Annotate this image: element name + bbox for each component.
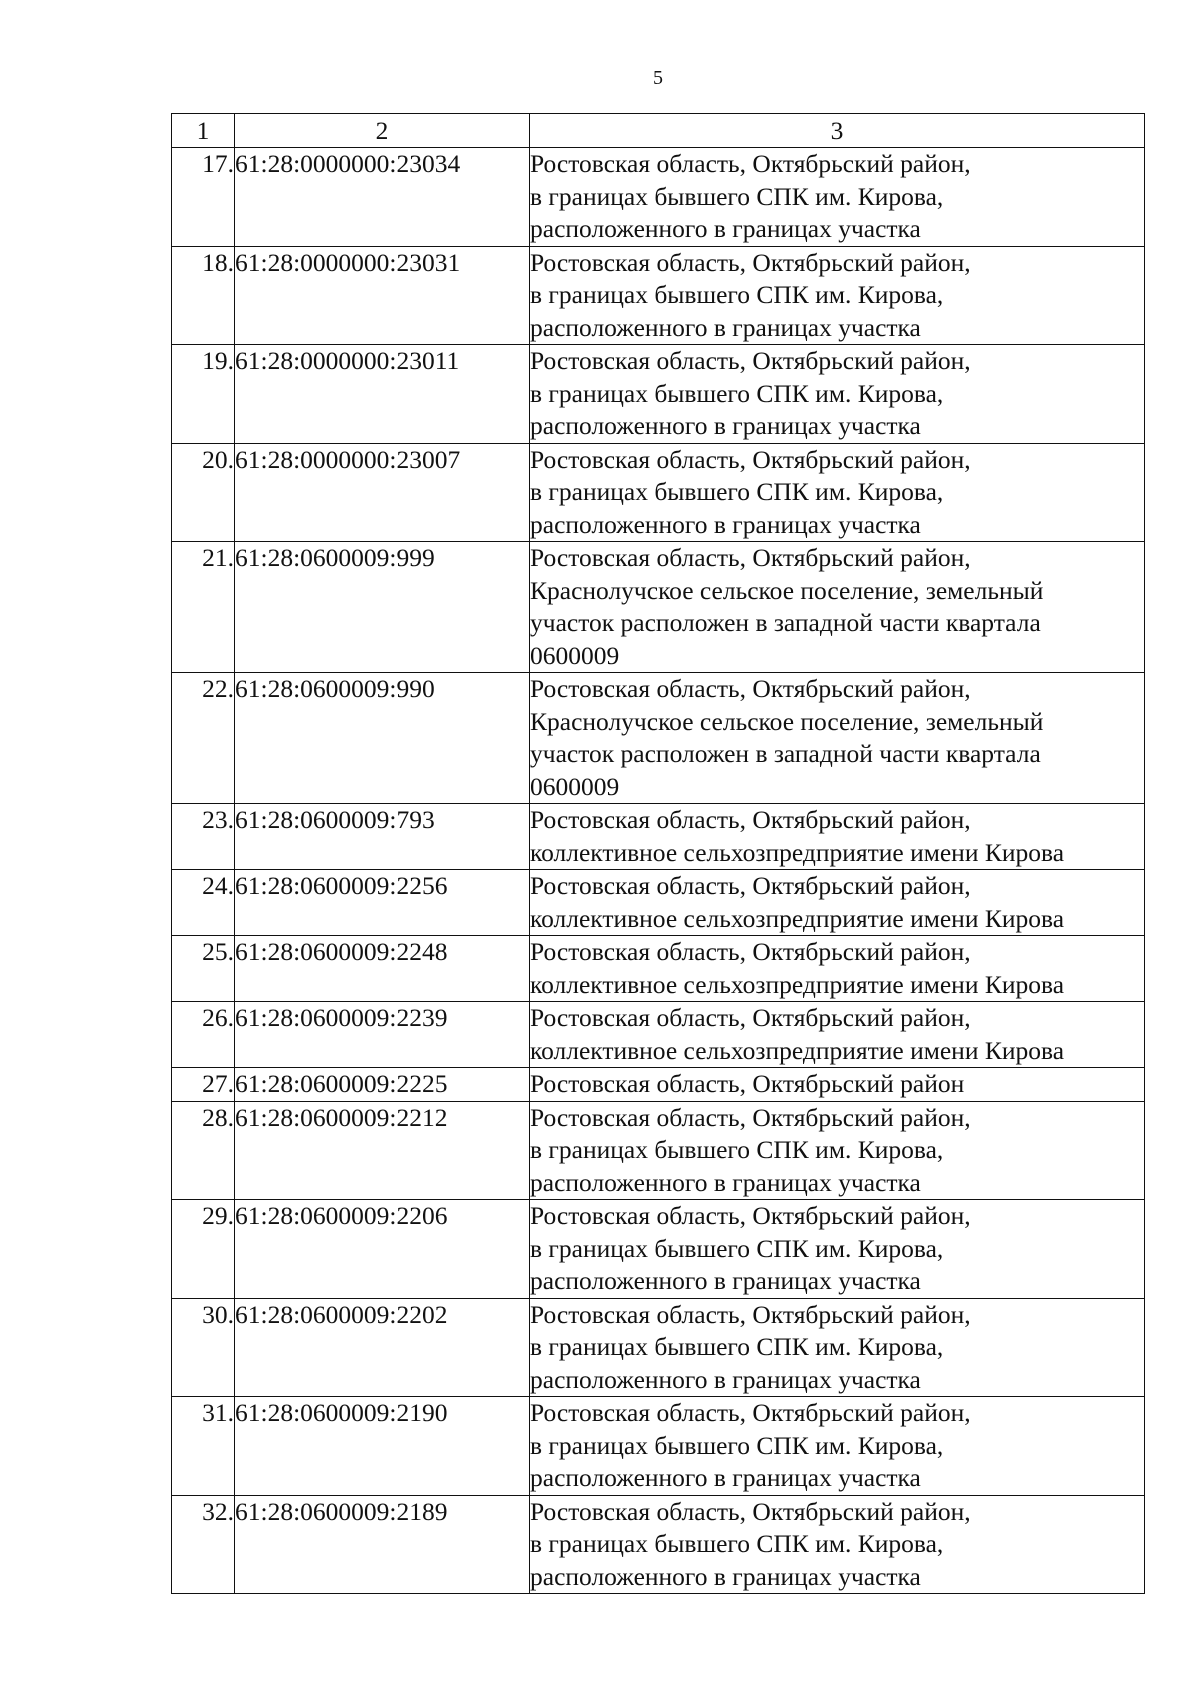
address-cell: [530, 148, 1145, 247]
table-row: [172, 1397, 1145, 1496]
address-line: 0600009: [530, 771, 620, 801]
cadastral-number: 61:28:0600009:2248: [235, 936, 530, 1002]
address-line: расположенного в границах участка: [530, 1266, 921, 1295]
cadastral-number: 61:28:0000000:23034: [235, 148, 530, 247]
address-line: расположенного в границах участка: [530, 1561, 921, 1591]
row-number: 17.: [172, 148, 235, 247]
row-number: 20.: [172, 443, 235, 542]
cadastral-number: 61:28:0000000:23031: [235, 246, 530, 345]
table-row: [172, 1200, 1145, 1299]
row-number: 23.: [172, 804, 235, 870]
address-line: участок расположен в западной части квартала: [530, 739, 1041, 768]
address-cell: [530, 443, 1145, 542]
table-row: [172, 148, 1145, 247]
header-col-3: 3: [530, 114, 1145, 148]
address-line: 0600009: [530, 640, 620, 670]
address-line: Ростовская область, Октябрьский район,: [530, 871, 971, 900]
row-number: 28.: [172, 1101, 235, 1200]
address-cell: [530, 870, 1145, 936]
address-line: коллективное сельхозпредприятие имени Кирова: [530, 1035, 1065, 1065]
address-line: расположенного в границах участка: [530, 214, 921, 243]
address-line: Ростовская область, Октябрьский район,: [530, 805, 971, 834]
row-number: 29.: [172, 1200, 235, 1299]
address-line: Ростовская область, Октябрьский район,: [530, 1299, 971, 1329]
row-number: 26.: [172, 1002, 235, 1068]
address-cell: [530, 1002, 1145, 1068]
table-row: [172, 246, 1145, 345]
address-line: Ростовская область, Октябрьский район,: [530, 346, 971, 375]
header-row: [172, 114, 1145, 148]
address-line: Ростовская область, Октябрьский район: [530, 1069, 965, 1098]
cadastral-number: 61:28:0600009:990: [235, 673, 530, 804]
table-body: [172, 148, 1145, 1594]
cadastral-number: 61:28:0600009:2202: [235, 1298, 530, 1397]
address-line: Ростовская область, Октябрьский район,: [530, 1398, 971, 1427]
address-cell: [530, 1298, 1145, 1397]
address-line: в границах бывшего СПК им. Кирова,: [530, 280, 944, 309]
table-row: [172, 870, 1145, 936]
address-line: коллективное сельхозпредприятие имени Кирова: [530, 969, 1065, 999]
address-line: в границах бывшего СПК им. Кирова,: [530, 1430, 944, 1460]
table-row: [172, 673, 1145, 804]
address-line: Ростовская область, Октябрьский район,: [530, 543, 971, 572]
address-line: коллективное сельхозпредприятие имени Кирова: [530, 837, 1065, 867]
row-number: 31.: [172, 1397, 235, 1496]
address-line: участок расположен в западной части квартала: [530, 608, 1041, 637]
table-row: [172, 345, 1145, 444]
table-row: [172, 1495, 1145, 1594]
row-number: 25.: [172, 936, 235, 1002]
row-number: 30.: [172, 1298, 235, 1397]
address-line: Ростовская область, Октябрьский район,: [530, 247, 971, 277]
address-line: Ростовская область, Октябрьский район,: [530, 149, 971, 178]
address-line: расположенного в границах участка: [530, 1167, 921, 1197]
address-line: Краснолучское сельское поселение, земельный: [530, 575, 1044, 605]
cadastral-number: 61:28:0000000:23011: [235, 345, 530, 444]
table-row: [172, 1101, 1145, 1200]
address-line: Ростовская область, Октябрьский район,: [530, 1003, 971, 1032]
address-cell: [530, 1397, 1145, 1496]
address-cell: [530, 1200, 1145, 1299]
address-line: в границах бывшего СПК им. Кирова,: [530, 378, 944, 408]
land-plots-table: [171, 113, 1145, 1594]
row-number: 21.: [172, 542, 235, 673]
row-number: 22.: [172, 673, 235, 804]
address-line: Ростовская область, Октябрьский район,: [530, 937, 971, 966]
header-col-1: 1: [172, 114, 235, 148]
cadastral-number: 61:28:0600009:2206: [235, 1200, 530, 1299]
address-cell: [530, 246, 1145, 345]
address-line: расположенного в границах участка: [530, 509, 921, 539]
address-line: в границах бывшего СПК им. Кирова,: [530, 1332, 944, 1361]
address-line: в границах бывшего СПК им. Кирова,: [530, 181, 944, 211]
table-row: [172, 804, 1145, 870]
address-line: коллективное сельхозпредприятие имени Кирова: [530, 903, 1065, 933]
address-cell: [530, 1068, 1145, 1102]
address-line: расположенного в границах участка: [530, 312, 921, 342]
row-number: 19.: [172, 345, 235, 444]
address-line: Ростовская область, Октябрьский район,: [530, 674, 971, 703]
cadastral-number: 61:28:0600009:999: [235, 542, 530, 673]
address-cell: [530, 804, 1145, 870]
table-header: [172, 114, 1145, 148]
address-line: Ростовская область, Октябрьский район,: [530, 1496, 971, 1526]
address-cell: [530, 673, 1145, 804]
cadastral-number: 61:28:0600009:2189: [235, 1495, 530, 1594]
address-cell: [530, 1495, 1145, 1594]
table-row: [172, 443, 1145, 542]
row-number: 32.: [172, 1495, 235, 1594]
cadastral-number: 61:28:0000000:23007: [235, 443, 530, 542]
address-line: в границах бывшего СПК им. Кирова,: [530, 1135, 944, 1164]
cadastral-number: 61:28:0600009:2212: [235, 1101, 530, 1200]
address-cell: [530, 1101, 1145, 1200]
table-row: [172, 1002, 1145, 1068]
address-line: расположенного в границах участка: [530, 411, 921, 440]
address-line: в границах бывшего СПК им. Кирова,: [530, 1529, 944, 1558]
page-number: 5: [653, 67, 663, 89]
address-cell: [530, 345, 1145, 444]
row-number: 24.: [172, 870, 235, 936]
row-number: 27.: [172, 1068, 235, 1102]
table-row: [172, 936, 1145, 1002]
cadastral-number: 61:28:0600009:2225: [235, 1068, 530, 1102]
address-cell: [530, 936, 1145, 1002]
address-line: Краснолучское сельское поселение, земельный: [530, 706, 1044, 736]
address-line: в границах бывшего СПК им. Кирова,: [530, 1233, 944, 1263]
cadastral-number: 61:28:0600009:793: [235, 804, 530, 870]
cadastral-number: 61:28:0600009:2239: [235, 1002, 530, 1068]
address-line: Ростовская область, Октябрьский район,: [530, 1102, 971, 1132]
header-col-2: 2: [235, 114, 530, 148]
table-row: [172, 542, 1145, 673]
address-line: Ростовская область, Октябрьский район,: [530, 444, 971, 474]
cadastral-number: 61:28:0600009:2256: [235, 870, 530, 936]
table-row: [172, 1298, 1145, 1397]
table-row: [172, 1068, 1145, 1102]
address-line: в границах бывшего СПК им. Кирова,: [530, 477, 944, 506]
row-number: 18.: [172, 246, 235, 345]
address-line: расположенного в границах участка: [530, 1364, 921, 1394]
cadastral-number: 61:28:0600009:2190: [235, 1397, 530, 1496]
address-line: расположенного в границах участка: [530, 1463, 921, 1492]
address-cell: [530, 542, 1145, 673]
address-line: Ростовская область, Октябрьский район,: [530, 1201, 971, 1230]
